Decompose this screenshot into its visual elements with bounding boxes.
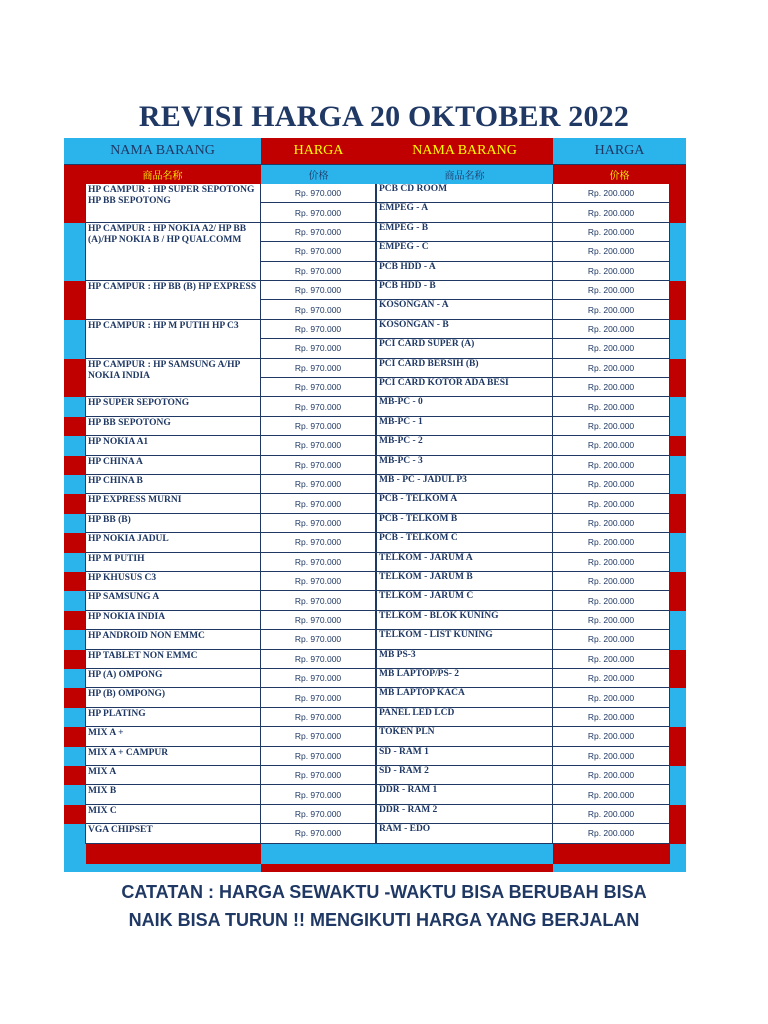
price-left: Rp. 970.000 [261,359,376,378]
item-name-left: HP SUPER SEPOTONG [85,397,261,416]
price-left: Rp. 970.000 [261,300,376,319]
price-left: Rp. 970.000 [261,805,376,824]
price-right: Rp. 200.000 [553,591,670,610]
price-left: Rp. 970.000 [261,281,376,300]
price-right: Rp. 200.000 [553,824,670,843]
bottom-bar-2 [86,844,261,864]
item-name-right: EMPEG - B [376,223,553,242]
price-left: Rp. 970.000 [261,184,376,203]
price-left: Rp. 970.000 [261,630,376,649]
price-table [64,138,686,864]
price-right: Rp. 200.000 [553,339,670,358]
bottom-bar-5 [670,844,686,864]
price-right: Rp. 200.000 [553,281,670,300]
side-stripe-left [64,747,86,766]
price-left: Rp. 970.000 [261,223,376,242]
subheader-price-right: 价格 [553,164,686,184]
side-stripe-left [64,494,86,513]
side-stripe-left [64,824,86,843]
price-left: Rp. 970.000 [261,572,376,591]
item-name-left: MIX A + [85,727,261,746]
item-name-right: SD - RAM 2 [376,766,553,785]
item-name-right: PCI CARD SUPER (A) [376,339,553,358]
side-stripe-right [670,281,686,320]
item-name-left: HP PLATING [85,708,261,727]
price-left: Rp. 970.000 [261,824,376,843]
side-stripe-right [670,223,686,281]
item-name-left: HP ANDROID NON EMMC [85,630,261,649]
item-name-left: HP BB SEPOTONG [85,417,261,436]
item-name-right: PCB - TELKOM B [376,514,553,533]
side-stripe-right [670,805,686,844]
side-stripe-left [64,184,86,223]
side-stripe-left [64,417,86,436]
price-right: Rp. 200.000 [553,766,670,785]
side-stripe-left [64,669,86,688]
item-name-left: HP CHINA A [85,456,261,475]
header-price-right: HARGA [553,138,686,164]
item-name-right: PCI CARD KOTOR ADA BESI [376,378,553,397]
side-stripe-left [64,533,86,552]
price-right: Rp. 200.000 [553,708,670,727]
item-name-right: DDR - RAM 1 [376,785,553,804]
item-name-right: MB PS-3 [376,650,553,669]
side-stripe-left [64,223,86,281]
subheader-name-left: 商品名称 [64,164,261,184]
subheader-name-right: 商品名称 [376,164,553,184]
price-left: Rp. 970.000 [261,533,376,552]
price-left: Rp. 970.000 [261,553,376,572]
price-right: Rp. 200.000 [553,553,670,572]
price-right: Rp. 200.000 [553,359,670,378]
side-stripe-left [64,650,86,669]
item-name-right: MB - PC - JADUL P3 [376,475,553,494]
item-name-right: TELKOM - LIST KUNING [376,630,553,649]
price-left: Rp. 970.000 [261,262,376,281]
item-name-right: TELKOM - JARUM A [376,553,553,572]
side-stripe-left [64,475,86,494]
price-right: Rp. 200.000 [553,669,670,688]
price-left: Rp. 970.000 [261,514,376,533]
item-name-left: HP SAMSUNG A [85,591,261,610]
item-name-right: MB-PC - 1 [376,417,553,436]
side-stripe-right [670,650,686,689]
bottom-bar-4 [553,844,670,864]
price-left: Rp. 970.000 [261,688,376,707]
price-right: Rp. 200.000 [553,242,670,261]
side-stripe-left [64,688,86,707]
bottom-bar-3 [261,844,553,864]
price-right: Rp. 200.000 [553,533,670,552]
item-name-left: MIX A [85,766,261,785]
item-name-right: PCI CARD BERSIH (B) [376,359,553,378]
item-name-left: HP KHUSUS C3 [85,572,261,591]
price-right: Rp. 200.000 [553,630,670,649]
side-stripe-left [64,397,86,416]
item-name-left: MIX A + CAMPUR [85,747,261,766]
header-name-right: NAMA BARANG [376,138,553,164]
side-stripe-left [64,320,86,359]
price-right: Rp. 200.000 [553,611,670,630]
item-name-right: MB LAPTOP/PS- 2 [376,669,553,688]
price-left: Rp. 970.000 [261,727,376,746]
price-left: Rp. 970.000 [261,242,376,261]
item-name-left: HP BB (B) [85,514,261,533]
price-right: Rp. 200.000 [553,514,670,533]
price-left: Rp. 970.000 [261,203,376,222]
footer-note-line-2: NAIK BISA TURUN !! MENGIKUTI HARGA YANG BERJALAN [128,910,640,930]
item-name-left: HP CAMPUR : HP SUPER SEPOTONG HP BB SEPOTONG [85,184,261,223]
price-right: Rp. 200.000 [553,456,670,475]
price-right: Rp. 200.000 [553,417,670,436]
item-name-left: HP TABLET NON EMMC [85,650,261,669]
price-left: Rp. 970.000 [261,417,376,436]
side-stripe-right [670,397,686,436]
side-stripe-right [670,727,686,766]
price-left: Rp. 970.000 [261,591,376,610]
side-stripe-left [64,708,86,727]
price-right: Rp. 200.000 [553,494,670,513]
price-right: Rp. 200.000 [553,436,670,455]
price-right: Rp. 200.000 [553,727,670,746]
item-name-right: RAM - EDO [376,824,553,843]
price-left: Rp. 970.000 [261,436,376,455]
item-name-right: TELKOM - JARUM C [376,591,553,610]
side-stripe-left [64,630,86,649]
header-name-left: NAMA BARANG [64,138,261,164]
price-right: Rp. 200.000 [553,397,670,416]
side-stripe-right [670,436,686,455]
side-stripe-left [64,436,86,455]
item-name-right: SD - RAM 1 [376,747,553,766]
side-stripe-right [670,611,686,650]
price-right: Rp. 200.000 [553,650,670,669]
price-left: Rp. 970.000 [261,708,376,727]
side-stripe-left [64,727,86,746]
price-left: Rp. 970.000 [261,611,376,630]
price-right: Rp. 200.000 [553,262,670,281]
item-name-right: PCB - TELKOM C [376,533,553,552]
subheader-price-left: 价格 [261,164,376,184]
item-name-left: HP NOKIA JADUL [85,533,261,552]
price-right: Rp. 200.000 [553,805,670,824]
item-name-right: MB-PC - 3 [376,456,553,475]
item-name-right: PCB CD ROOM [376,184,553,203]
item-name-left: HP CAMPUR : HP SAMSUNG A/HP NOKIA INDIA [85,359,261,398]
side-stripe-right [670,320,686,359]
item-name-left: HP CAMPUR : HP NOKIA A2/ HP BB (A)/HP NOKIA B / HP QUALCOMM [85,223,261,281]
item-name-right: PANEL LED LCD [376,708,553,727]
price-left: Rp. 970.000 [261,766,376,785]
side-stripe-left [64,553,86,572]
price-right: Rp. 200.000 [553,203,670,222]
price-left: Rp. 970.000 [261,475,376,494]
price-right: Rp. 200.000 [553,572,670,591]
side-stripe-right [670,184,686,223]
side-stripe-right [670,572,686,611]
item-name-left: VGA CHIPSET [85,824,261,843]
side-stripe-left [64,591,86,610]
price-right: Rp. 200.000 [553,475,670,494]
price-right: Rp. 200.000 [553,378,670,397]
price-right: Rp. 200.000 [553,688,670,707]
item-name-left: HP NOKIA INDIA [85,611,261,630]
header-price-left: HARGA [261,138,376,164]
item-name-right: MB LAPTOP KACA [376,688,553,707]
price-right: Rp. 200.000 [553,300,670,319]
price-left: Rp. 970.000 [261,785,376,804]
price-left: Rp. 970.000 [261,378,376,397]
price-right: Rp. 200.000 [553,785,670,804]
item-name-right: TOKEN PLN [376,727,553,746]
item-name-right: TELKOM - JARUM B [376,572,553,591]
item-name-left: HP CHINA B [85,475,261,494]
price-left: Rp. 970.000 [261,339,376,358]
price-right: Rp. 200.000 [553,184,670,203]
bottom-bar-1 [64,844,86,864]
item-name-left: HP NOKIA A1 [85,436,261,455]
item-name-left: HP CAMPUR : HP BB (B) HP EXPRESS [85,281,261,320]
side-stripe-right [670,533,686,572]
side-stripe-left [64,281,86,320]
item-name-left: HP EXPRESS MURNI [85,494,261,513]
item-name-right: EMPEG - C [376,242,553,261]
side-stripe-left [64,456,86,475]
item-name-right: TELKOM - BLOK KUNING [376,611,553,630]
side-stripe-left [64,785,86,804]
item-name-right: PCB - TELKOM A [376,494,553,513]
page-title: REVISI HARGA 20 OKTOBER 2022 [138,100,630,133]
item-name-right: MB-PC - 0 [376,397,553,416]
side-stripe-left [64,514,86,533]
side-stripe-left [64,611,86,630]
item-name-right: PCB HDD - A [376,262,553,281]
price-right: Rp. 200.000 [553,223,670,242]
item-name-left: MIX B [85,785,261,804]
price-right: Rp. 200.000 [553,747,670,766]
side-stripe-right [670,766,686,805]
bottom-bar-7 [261,864,553,872]
price-left: Rp. 970.000 [261,669,376,688]
price-left: Rp. 970.000 [261,494,376,513]
item-name-right: KOSONGAN - A [376,300,553,319]
item-name-left: MIX C [85,805,261,824]
item-name-left: HP (B) OMPONG) [85,688,261,707]
side-stripe-right [670,456,686,495]
price-left: Rp. 970.000 [261,456,376,475]
item-name-right: PCB HDD - B [376,281,553,300]
item-name-right: MB-PC - 2 [376,436,553,455]
side-stripe-right [670,494,686,533]
side-stripe-right [670,688,686,727]
price-left: Rp. 970.000 [261,650,376,669]
side-stripe-left [64,805,86,824]
item-name-right: EMPEG - A [376,203,553,222]
price-left: Rp. 970.000 [261,320,376,339]
side-stripe-left [64,572,86,591]
price-right: Rp. 200.000 [553,320,670,339]
side-stripe-left [64,359,86,398]
price-left: Rp. 970.000 [261,397,376,416]
item-name-right: DDR - RAM 2 [376,805,553,824]
footer-note-line-1: CATATAN : HARGA SEWAKTU -WAKTU BISA BERUBAH BISA [121,882,647,902]
item-name-left: HP (A) OMPONG [85,669,261,688]
item-name-left: HP CAMPUR : HP M PUTIH HP C3 [85,320,261,359]
item-name-right: KOSONGAN - B [376,320,553,339]
side-stripe-left [64,766,86,785]
side-stripe-right [670,359,686,398]
item-name-left: HP M PUTIH [85,553,261,572]
price-left: Rp. 970.000 [261,747,376,766]
